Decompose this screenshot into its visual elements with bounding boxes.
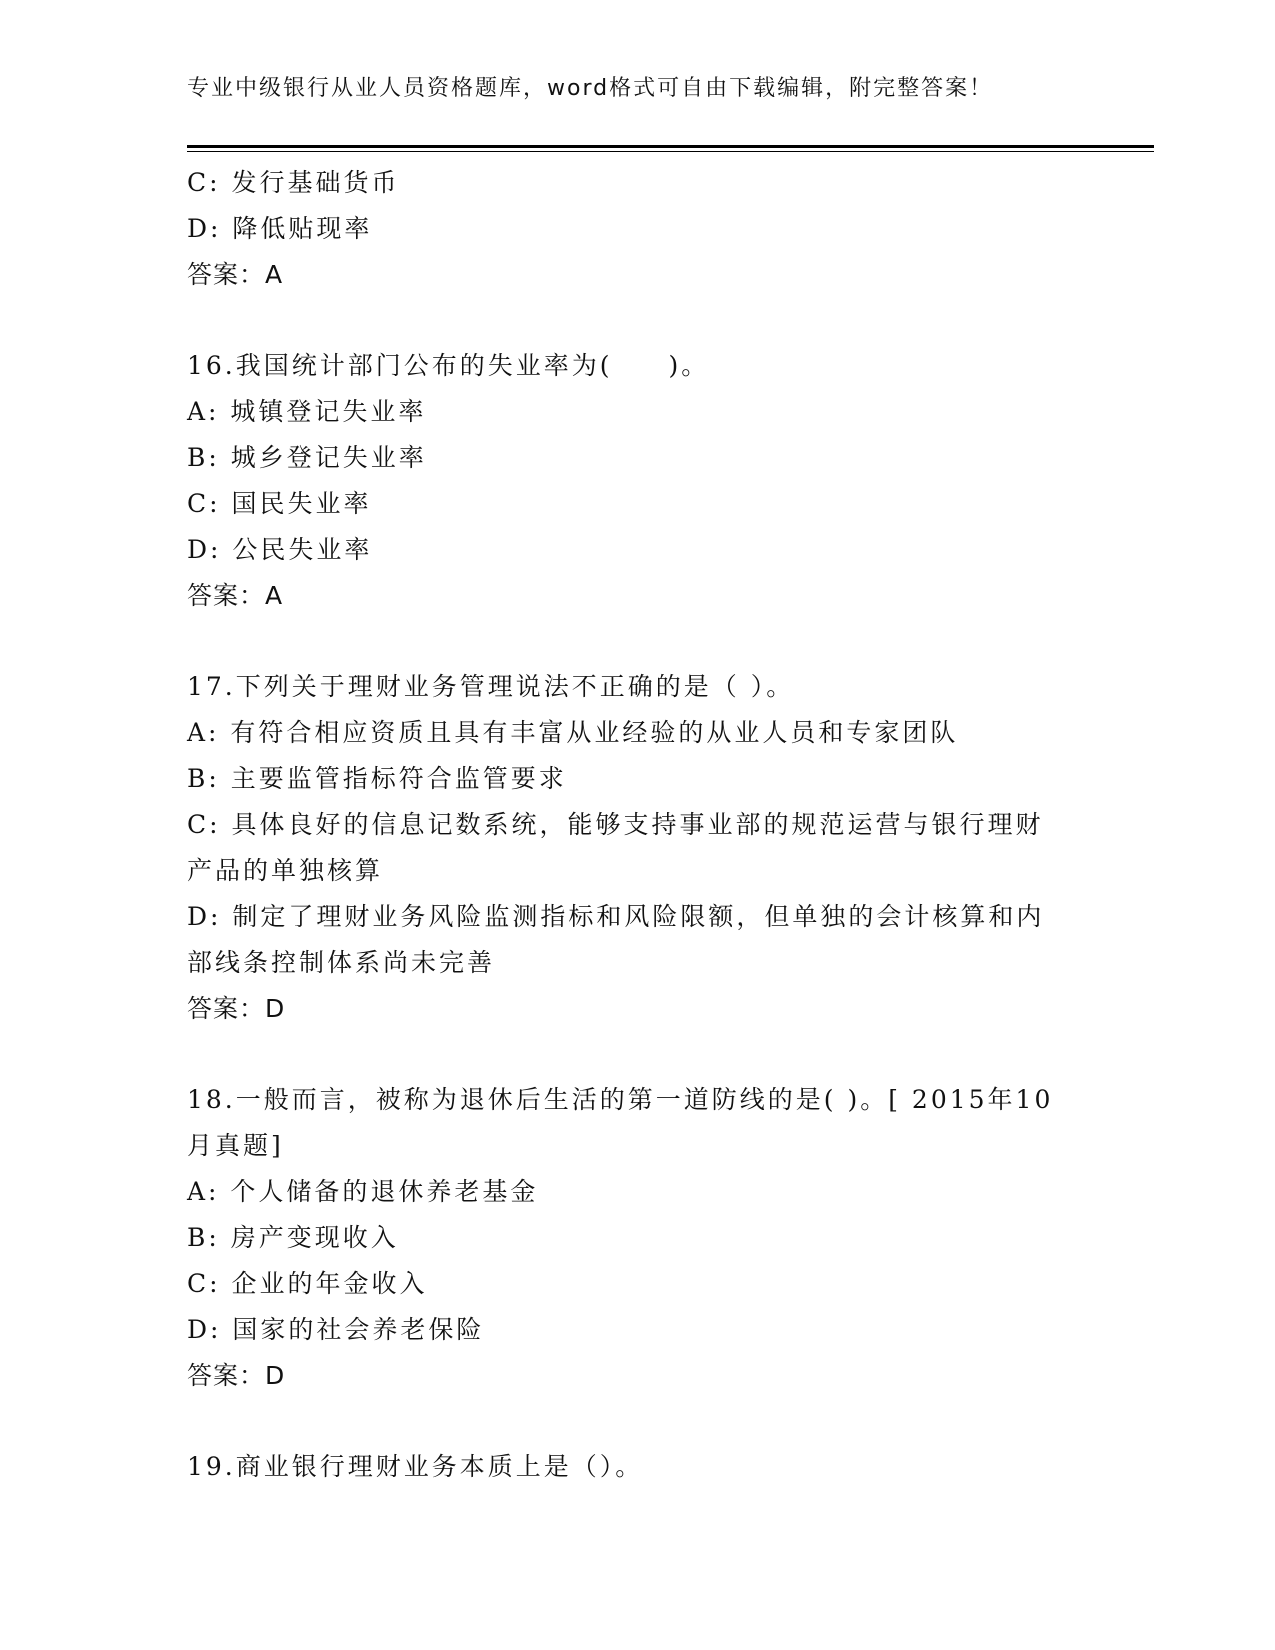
answer-line: 答案：D [187, 994, 286, 1023]
question-stem: 19.商业银行理财业务本质上是（）。 [187, 1452, 644, 1481]
question-stem: 18.一般而言，被称为退休后生活的第一道防线的是( )。[ 2015年10 [187, 1085, 1054, 1114]
option-a: A: 有符合相应资质且具有丰富从业经验的从业人员和专家团队 [187, 718, 959, 747]
option-d: D: 公民失业率 [187, 535, 373, 564]
question-block [187, 1077, 1087, 1399]
question-block [187, 664, 1087, 1032]
option-d-continued: 部线条控制体系尚未完善 [187, 948, 496, 977]
page-header: 专业中级银行从业人员资格题库，word格式可自由下载编辑，附完整答案！ [187, 76, 994, 101]
question-content [187, 160, 1087, 1490]
option-c: C: 企业的年金收入 [187, 1269, 428, 1298]
option-b: B: 城乡登记失业率 [187, 443, 427, 472]
spacer [187, 1032, 1087, 1077]
header-rule-thick [187, 145, 1154, 148]
answer-line: 答案：A [187, 581, 284, 610]
spacer [187, 619, 1087, 664]
question-block [187, 160, 1087, 298]
option-d: D: 降低贴现率 [187, 214, 373, 243]
answer-line: 答案：D [187, 1361, 286, 1390]
option-d: D: 制定了理财业务风险监测指标和风险限额，但单独的会计核算和内 [187, 902, 1045, 931]
option-b: B: 主要监管指标符合监管要求 [187, 764, 567, 793]
option-c: C: 发行基础货币 [187, 168, 400, 197]
spacer [187, 298, 1087, 343]
option-c: C: 国民失业率 [187, 489, 372, 518]
spacer [187, 1399, 1087, 1444]
option-c-continued: 产品的单独核算 [187, 856, 384, 885]
option-c: C: 具体良好的信息记数系统，能够支持事业部的规范运营与银行理财 [187, 810, 1044, 839]
question-stem: 16.我国统计部门公布的失业率为( )。 [187, 351, 710, 380]
option-b: B: 房产变现收入 [187, 1223, 399, 1252]
question-stem: 17.下列关于理财业务管理说法不正确的是（ ）。 [187, 672, 795, 701]
answer-line: 答案：A [187, 260, 284, 289]
option-d: D: 国家的社会养老保险 [187, 1315, 485, 1344]
question-block [187, 1444, 1087, 1490]
option-a: A: 个人储备的退休养老基金 [187, 1177, 539, 1206]
question-block [187, 343, 1087, 619]
question-stem-continued: 月真题] [187, 1131, 284, 1160]
header-rule-thin [187, 151, 1154, 152]
option-a: A: 城镇登记失业率 [187, 397, 427, 426]
